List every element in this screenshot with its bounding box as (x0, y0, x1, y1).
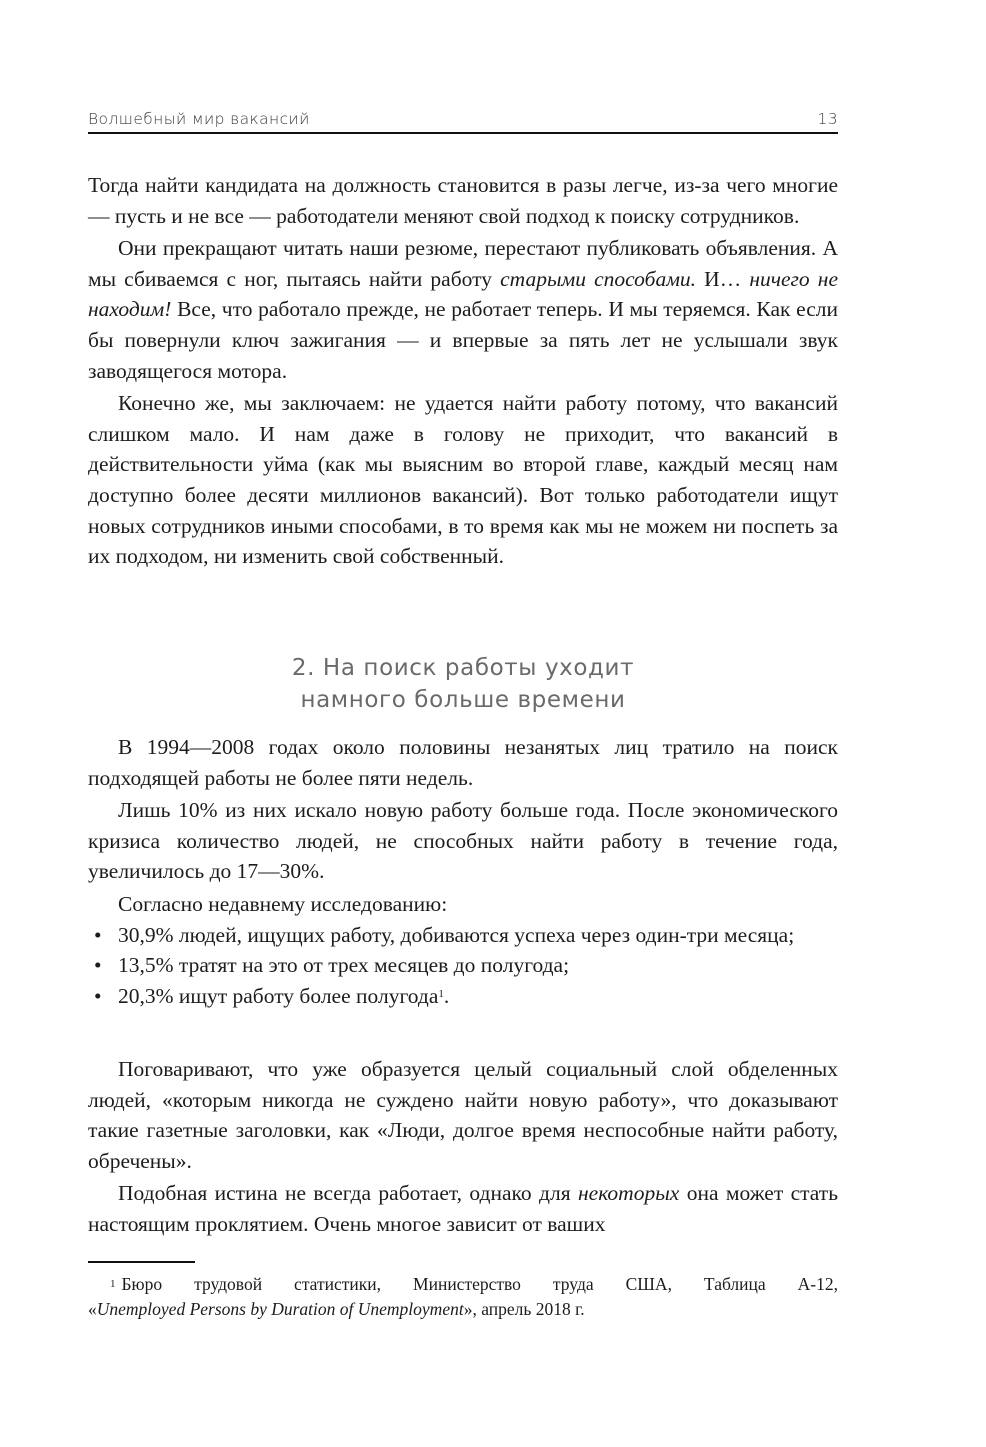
text-block-2 (88, 732, 838, 1011)
emphasis: ничего не находим! (88, 266, 839, 322)
header-rule (88, 132, 838, 134)
section-heading-line-2: намного больше времени (300, 687, 626, 713)
bullet-icon: • (94, 953, 102, 978)
list-item: • 20,3% ищут работу более полугода$^1$. (88, 981, 838, 1012)
book-page (88, 0, 838, 1447)
section-heading-line-1: 2. На поиск работы уходит (291, 655, 635, 681)
footnote-reference[interactable]: 1 (438, 987, 444, 1000)
paragraph: В 1994—2008 годах около половины незанятых лиц тратило на поиск подходящей работы не более пяти недель. (88, 735, 838, 790)
page-number: 13 (817, 110, 838, 128)
paragraph: Поговаривают, что уже образуется целый социальный слой обделенных людей, «которым никогда не суждено найти новую работу», что доказывают такие газетные заголовки, как «Люди, долгое время неспособные найти работу, обречены». (88, 1057, 838, 1173)
emphasis: старыми способами. (500, 266, 697, 291)
bullet-list (88, 920, 838, 1012)
bullet-icon: • (94, 983, 102, 1008)
text-block-3 (88, 1054, 838, 1240)
text-block-1 (88, 170, 838, 572)
paragraph: Лишь 10% из них искало новую работу больше года. После экономического кризиса количество людей, не способных найти работу в течение года, увеличилось до 17—30%. (88, 798, 838, 884)
paragraph: Они прекращают читать наши резюме, перестают публиковать объявления. А мы сбиваемся с ног, пытаясь найти работу старыми способами. И… ничего не находим! Все, что работало прежде, не работает теперь. И мы теряемся. Как если бы повернули ключ зажигания — и впервые за пять лет не услышали звук заводящегося мотора. (88, 236, 839, 383)
emphasis: некоторых (577, 1181, 680, 1206)
paragraph: Конечно же, мы заключаем: не удается найти работу потому, что вакансий слишком мало. И нам даже в голову не приходит, что вакансий в действительности уйма (как мы выясним во второй главе, каждый месяц нам доступно более десяти миллионов вакансий). Вот только работодатели ищут новых сотрудников иными способами, в то время как мы не можем ни поспеть за их подходом, ни изменить свой собственный. (88, 391, 838, 569)
list-item: • 13,5% тратят на это от трех месяцев до полугода; (88, 950, 838, 981)
paragraph: Согласно недавнему исследованию: (118, 891, 448, 916)
footnote-source: Бюро трудовой статистики, Министерство труда США, Таблица А-12, (121, 1274, 838, 1294)
footnote-table-title: Unemployed Persons by Duration of Unemployment (96, 1299, 464, 1319)
footnote-rule (88, 1261, 195, 1263)
footnote-number: 1 (110, 1278, 116, 1290)
list-item: • 30,9% людей, ищущих работу, добиваются успеха через один-три месяца; (88, 920, 838, 951)
section-heading (88, 652, 838, 716)
paragraph: Подобная истина не всегда работает, однако для некоторых она может стать настоящим проклятием. Очень многое зависит от ваших (88, 1181, 838, 1236)
footnote: $^1$ Бюро трудовой статистики, Министерство труда США, Таблица А-12, «Unemployed Persons by Duration of Unemployment», апрель 2018 г. (88, 1274, 838, 1319)
paragraph: Тогда найти кандидата на должность становится в разы легче, из-за чего многие — пусть и не все — работодатели меняют свой подход к поиску сотрудников. (88, 173, 838, 228)
running-header (88, 104, 838, 128)
bullet-icon: • (94, 922, 102, 947)
running-header-title: Волшебный мир вакансий (88, 110, 310, 128)
